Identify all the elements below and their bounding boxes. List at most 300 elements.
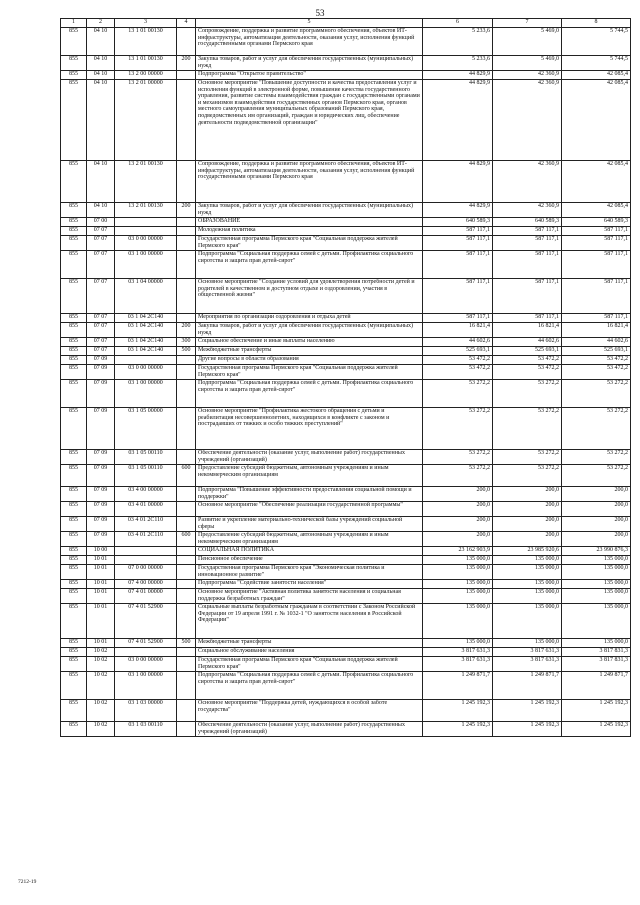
admin-code-cell: 855	[61, 547, 87, 556]
description-cell: Социальные выплаты безработным гражданам в соответствии с Законом Российской Федерации от 19 апреля 1991 г. № 1032-1 "О занятости населения в Российской Федерации"	[196, 604, 423, 639]
description-cell: Пенсионное обеспечение	[196, 556, 423, 565]
amount-2021-cell: 640 589,3	[493, 218, 562, 227]
target-article-cell: 07 4 01 00000	[115, 589, 177, 604]
section-code-cell: 10 01	[87, 580, 115, 589]
amount-2020-cell: 200,0	[423, 502, 493, 517]
section-code-cell: 04 10	[87, 203, 115, 218]
amount-2020-cell: 135 000,0	[423, 589, 493, 604]
target-article-cell: 03 1 04 00000	[115, 279, 177, 314]
description-cell: Межбюджетные трансферты	[196, 639, 423, 648]
admin-code-cell: 855	[61, 347, 87, 356]
expense-type-cell	[177, 547, 196, 556]
amount-2022-cell: 135 000,0	[562, 556, 631, 565]
amount-2021-cell: 135 000,0	[493, 604, 562, 639]
admin-code-cell: 855	[61, 700, 87, 722]
section-code-cell: 07 09	[87, 532, 115, 547]
expense-type-cell	[177, 589, 196, 604]
admin-code-cell: 855	[61, 356, 87, 365]
expense-type-cell: 500	[177, 639, 196, 648]
description-cell: Сопровождение, поддержка и развитие программного обеспечения, объектов ИТ-инфраструктуры, автоматизация деятельности, оказания услуг, исполнения функций государственными органами Пермского края	[196, 161, 423, 203]
amount-2021-cell: 5 469,0	[493, 28, 562, 56]
expense-type-cell	[177, 604, 196, 639]
amount-2022-cell: 44 602,6	[562, 338, 631, 347]
amount-2020-cell: 16 821,4	[423, 323, 493, 338]
expense-type-cell	[177, 236, 196, 251]
column-header: 1	[61, 19, 87, 28]
description-cell: Подпрограмма "Социальная поддержка семей с детьми. Профилактика социального сиротства и защита прав детей-сирот"	[196, 672, 423, 700]
admin-code-cell: 855	[61, 657, 87, 672]
admin-code-cell: 855	[61, 323, 87, 338]
target-article-cell: 07 4 01 52900	[115, 639, 177, 648]
amount-2021-cell: 200,0	[493, 517, 562, 532]
table-row	[61, 227, 631, 236]
section-code-cell: 10 01	[87, 565, 115, 580]
expense-type-cell: 300	[177, 338, 196, 347]
target-article-cell	[115, 356, 177, 365]
target-article-cell: 03 1 05 00110	[115, 450, 177, 465]
amount-2022-cell: 16 821,4	[562, 323, 631, 338]
section-code-cell: 07 07	[87, 347, 115, 356]
description-cell: Сопровождение, поддержка и развитие программного обеспечения, объектов ИТ-инфраструктуры, автоматизация деятельности, оказания услуг, исполнения функций государственными органами Пермского края	[196, 28, 423, 56]
table-row	[61, 502, 631, 517]
amount-2021-cell: 42 360,9	[493, 203, 562, 218]
admin-code-cell: 855	[61, 465, 87, 487]
amount-2020-cell: 53 272,2	[423, 408, 493, 450]
section-code-cell: 07 09	[87, 356, 115, 365]
amount-2020-cell: 1 249 871,7	[423, 672, 493, 700]
amount-2020-cell: 44 829,9	[423, 80, 493, 161]
amount-2020-cell: 587 117,1	[423, 251, 493, 279]
admin-code-cell: 855	[61, 502, 87, 517]
amount-2020-cell: 135 000,0	[423, 565, 493, 580]
column-header: 2	[87, 19, 115, 28]
description-cell: Подпрограмма "Социальная поддержка семей с детьми. Профилактика социального сиротства и защита прав детей-сирот"	[196, 380, 423, 408]
table-row	[61, 236, 631, 251]
expense-type-cell	[177, 565, 196, 580]
amount-2022-cell: 525 693,1	[562, 347, 631, 356]
table-row	[61, 71, 631, 80]
description-cell: Закупка товаров, работ и услуг для обеспечения государственных (муниципальных) нужд	[196, 56, 423, 71]
column-header: 4	[177, 19, 196, 28]
expense-type-cell	[177, 450, 196, 465]
amount-2020-cell: 44 829,9	[423, 71, 493, 80]
admin-code-cell: 855	[61, 28, 87, 56]
admin-code-cell: 855	[61, 589, 87, 604]
target-article-cell	[115, 218, 177, 227]
target-article-cell: 03 4 01 00000	[115, 502, 177, 517]
amount-2022-cell: 42 085,4	[562, 161, 631, 203]
amount-2020-cell: 587 117,1	[423, 279, 493, 314]
amount-2021-cell: 42 360,9	[493, 80, 562, 161]
admin-code-cell: 855	[61, 639, 87, 648]
target-article-cell	[115, 547, 177, 556]
table-row	[61, 565, 631, 580]
amount-2022-cell: 3 817 831,3	[562, 657, 631, 672]
description-cell: Молодежная политика	[196, 227, 423, 236]
admin-code-cell: 855	[61, 314, 87, 323]
amount-2020-cell: 53 272,2	[423, 450, 493, 465]
expense-type-cell	[177, 218, 196, 227]
target-article-cell	[115, 227, 177, 236]
description-cell: Государственная программа Пермского края "Социальная поддержка жителей Пермского края"	[196, 657, 423, 672]
column-header: 6	[423, 19, 493, 28]
description-cell: Основное мероприятие "Создание условий для удовлетворения потребности детей и родителей в качественном и доступном отдыхе и оздоровлении, участия в общественной жизни"	[196, 279, 423, 314]
admin-code-cell: 855	[61, 580, 87, 589]
table-row	[61, 314, 631, 323]
amount-2022-cell: 42 085,4	[562, 71, 631, 80]
table-row	[61, 547, 631, 556]
description-cell: Государственная программа Пермского края "Социальная поддержка жителей Пермского края"	[196, 365, 423, 380]
amount-2020-cell: 200,0	[423, 487, 493, 502]
amount-2021-cell: 16 821,4	[493, 323, 562, 338]
description-cell: Предоставление субсидий бюджетным, автономным учреждениям и иным некоммерческим организациям	[196, 532, 423, 547]
description-cell: Обеспечение деятельности (оказание услуг, выполнение работ) государственных учреждений (организаций)	[196, 722, 423, 737]
amount-2021-cell: 53 472,2	[493, 356, 562, 365]
amount-2020-cell: 135 000,0	[423, 604, 493, 639]
admin-code-cell: 855	[61, 56, 87, 71]
description-cell: СОЦИАЛЬНАЯ ПОЛИТИКА	[196, 547, 423, 556]
target-article-cell: 03 4 01 2С110	[115, 517, 177, 532]
table-row	[61, 323, 631, 338]
table-row	[61, 487, 631, 502]
description-cell: Закупка товаров, работ и услуг для обеспечения государственных (муниципальных) нужд	[196, 323, 423, 338]
section-code-cell: 04 10	[87, 71, 115, 80]
amount-2022-cell: 1 245 192,3	[562, 722, 631, 737]
target-article-cell: 03 1 05 00110	[115, 465, 177, 487]
table-row	[61, 556, 631, 565]
description-cell: Основное мероприятие "Поддержка детей, нуждающихся в особой заботе государства"	[196, 700, 423, 722]
section-code-cell: 07 07	[87, 236, 115, 251]
section-code-cell: 07 07	[87, 338, 115, 347]
amount-2022-cell: 587 117,1	[562, 314, 631, 323]
admin-code-cell: 855	[61, 365, 87, 380]
amount-2022-cell: 53 272,2	[562, 450, 631, 465]
amount-2021-cell: 1 245 192,3	[493, 722, 562, 737]
amount-2022-cell: 640 589,3	[562, 218, 631, 227]
table-row	[61, 380, 631, 408]
table-row	[61, 356, 631, 365]
column-header: 8	[562, 19, 631, 28]
section-code-cell: 07 09	[87, 450, 115, 465]
expense-type-cell	[177, 380, 196, 408]
target-article-cell: 07 4 00 00000	[115, 580, 177, 589]
description-cell: Межбюджетные трансферты	[196, 347, 423, 356]
table-row	[61, 580, 631, 589]
target-article-cell: 03 0 00 00000	[115, 365, 177, 380]
table-row	[61, 672, 631, 700]
description-cell: Подпрограмма "Социальная поддержка семей с детьми. Профилактика социального сиротства и защита прав детей-сирот"	[196, 251, 423, 279]
expense-type-cell: 500	[177, 347, 196, 356]
description-cell: Социальное обеспечение и иные выплаты населению	[196, 338, 423, 347]
amount-2020-cell: 1 245 192,3	[423, 722, 493, 737]
amount-2020-cell: 1 245 192,3	[423, 700, 493, 722]
amount-2020-cell: 200,0	[423, 517, 493, 532]
expense-type-cell	[177, 672, 196, 700]
amount-2020-cell: 3 817 631,3	[423, 657, 493, 672]
description-cell: Другие вопросы в области образования	[196, 356, 423, 365]
amount-2022-cell: 587 117,1	[562, 227, 631, 236]
expense-type-cell: 200	[177, 56, 196, 71]
expense-type-cell	[177, 71, 196, 80]
table-body	[61, 28, 631, 737]
description-cell: Основное мероприятие "Профилактика жестокого обращения с детьми и реабилитация несовершеннолетних, находящихся в конфликте с законом и пострадавших от тяжких и особо тяжких преступлений"	[196, 408, 423, 450]
amount-2022-cell: 135 000,0	[562, 565, 631, 580]
amount-2021-cell: 44 602,6	[493, 338, 562, 347]
admin-code-cell: 855	[61, 251, 87, 279]
expense-type-cell	[177, 556, 196, 565]
amount-2021-cell: 525 693,1	[493, 347, 562, 356]
amount-2022-cell: 200,0	[562, 517, 631, 532]
amount-2020-cell: 3 817 631,3	[423, 648, 493, 657]
section-code-cell: 07 09	[87, 487, 115, 502]
admin-code-cell: 855	[61, 604, 87, 639]
description-cell: Основное мероприятие "Обеспечение реализации государственной программы"	[196, 502, 423, 517]
table-row	[61, 408, 631, 450]
amount-2022-cell: 200,0	[562, 487, 631, 502]
amount-2020-cell: 53 272,2	[423, 465, 493, 487]
column-header-row	[61, 19, 631, 28]
amount-2020-cell: 587 117,1	[423, 236, 493, 251]
table-row	[61, 28, 631, 56]
target-article-cell	[115, 556, 177, 565]
amount-2020-cell: 44 829,9	[423, 203, 493, 218]
amount-2021-cell: 587 117,1	[493, 314, 562, 323]
expense-type-cell	[177, 28, 196, 56]
section-code-cell: 10 01	[87, 589, 115, 604]
amount-2022-cell: 53 272,2	[562, 380, 631, 408]
amount-2021-cell: 200,0	[493, 487, 562, 502]
description-cell: Основное мероприятие "Активная политика занятости населения и социальная поддержка безработных граждан"	[196, 589, 423, 604]
section-code-cell: 10 02	[87, 700, 115, 722]
expense-type-cell	[177, 314, 196, 323]
expense-type-cell: 600	[177, 532, 196, 547]
description-cell: Развитие и укрепление материально-технической базы учреждений социальной сферы	[196, 517, 423, 532]
amount-2022-cell: 587 117,1	[562, 236, 631, 251]
amount-2022-cell: 200,0	[562, 502, 631, 517]
description-cell: Обеспечение деятельности (оказание услуг, выполнение работ) государственных учреждений (организаций)	[196, 450, 423, 465]
amount-2020-cell: 44 602,6	[423, 338, 493, 347]
admin-code-cell: 855	[61, 80, 87, 161]
admin-code-cell: 855	[61, 556, 87, 565]
table-row	[61, 56, 631, 71]
expense-type-cell: 600	[177, 465, 196, 487]
admin-code-cell: 855	[61, 71, 87, 80]
target-article-cell: 03 1 04 2С140	[115, 347, 177, 356]
table-row	[61, 218, 631, 227]
section-code-cell: 10 02	[87, 648, 115, 657]
admin-code-cell: 855	[61, 672, 87, 700]
table-row	[61, 161, 631, 203]
target-article-cell: 03 1 04 2С140	[115, 314, 177, 323]
expense-type-cell	[177, 657, 196, 672]
amount-2022-cell: 587 117,1	[562, 279, 631, 314]
amount-2022-cell: 1 249 871,7	[562, 672, 631, 700]
target-article-cell: 03 1 03 00110	[115, 722, 177, 737]
amount-2021-cell: 200,0	[493, 502, 562, 517]
amount-2021-cell: 53 272,2	[493, 408, 562, 450]
target-article-cell: 03 1 05 00000	[115, 408, 177, 450]
admin-code-cell: 855	[61, 236, 87, 251]
target-article-cell: 13 1 01 00130	[115, 56, 177, 71]
section-code-cell: 07 07	[87, 227, 115, 236]
target-article-cell: 03 1 03 00000	[115, 700, 177, 722]
section-code-cell: 07 07	[87, 314, 115, 323]
amount-2022-cell: 3 817 831,3	[562, 648, 631, 657]
table-row	[61, 648, 631, 657]
amount-2021-cell: 53 272,2	[493, 465, 562, 487]
amount-2022-cell: 5 744,5	[562, 56, 631, 71]
amount-2021-cell: 135 000,0	[493, 580, 562, 589]
amount-2021-cell: 587 117,1	[493, 227, 562, 236]
target-article-cell: 13 2 01 00130	[115, 203, 177, 218]
amount-2021-cell: 1 245 192,3	[493, 700, 562, 722]
amount-2021-cell: 3 817 631,3	[493, 657, 562, 672]
admin-code-cell: 855	[61, 203, 87, 218]
expense-type-cell	[177, 356, 196, 365]
column-header: 7	[493, 19, 562, 28]
amount-2022-cell: 135 000,0	[562, 589, 631, 604]
target-article-cell: 03 1 00 00000	[115, 672, 177, 700]
column-header: 5	[196, 19, 423, 28]
expense-type-cell	[177, 227, 196, 236]
table-row	[61, 465, 631, 487]
description-cell: Подпрограмма "Повышение эффективности предоставления социальной помощи и поддержки"	[196, 487, 423, 502]
amount-2022-cell: 200,0	[562, 532, 631, 547]
amount-2022-cell: 53 272,2	[562, 408, 631, 450]
expense-type-cell	[177, 502, 196, 517]
amount-2020-cell: 640 589,3	[423, 218, 493, 227]
section-code-cell: 10 02	[87, 722, 115, 737]
table-row	[61, 700, 631, 722]
amount-2022-cell: 587 117,1	[562, 251, 631, 279]
target-article-cell: 03 1 04 2С140	[115, 338, 177, 347]
expense-type-cell	[177, 251, 196, 279]
admin-code-cell: 855	[61, 565, 87, 580]
section-code-cell: 04 10	[87, 56, 115, 71]
table-row	[61, 279, 631, 314]
admin-code-cell: 855	[61, 532, 87, 547]
expense-type-cell	[177, 408, 196, 450]
footer-code: 7212-19	[18, 879, 37, 885]
target-article-cell: 03 0 00 00000	[115, 657, 177, 672]
amount-2021-cell: 1 249 871,7	[493, 672, 562, 700]
section-code-cell: 10 02	[87, 657, 115, 672]
section-code-cell: 10 02	[87, 672, 115, 700]
amount-2020-cell: 587 117,1	[423, 227, 493, 236]
table-row	[61, 604, 631, 639]
table-row	[61, 365, 631, 380]
expense-type-cell	[177, 365, 196, 380]
target-article-cell: 13 2 00 00000	[115, 71, 177, 80]
section-code-cell: 07 07	[87, 279, 115, 314]
expense-type-cell	[177, 648, 196, 657]
budget-table	[60, 18, 631, 737]
table-row	[61, 347, 631, 356]
admin-code-cell: 855	[61, 517, 87, 532]
table-row	[61, 639, 631, 648]
admin-code-cell: 855	[61, 487, 87, 502]
amount-2020-cell: 53 272,2	[423, 380, 493, 408]
section-code-cell: 07 09	[87, 465, 115, 487]
expense-type-cell	[177, 279, 196, 314]
amount-2020-cell: 200,0	[423, 532, 493, 547]
section-code-cell: 04 10	[87, 28, 115, 56]
target-article-cell: 13 2 01 00130	[115, 161, 177, 203]
amount-2022-cell: 5 744,5	[562, 28, 631, 56]
admin-code-cell: 855	[61, 218, 87, 227]
section-code-cell: 07 00	[87, 218, 115, 227]
admin-code-cell: 855	[61, 648, 87, 657]
target-article-cell: 13 2 01 00000	[115, 80, 177, 161]
amount-2022-cell: 42 085,4	[562, 80, 631, 161]
section-code-cell: 07 09	[87, 380, 115, 408]
amount-2020-cell: 44 829,9	[423, 161, 493, 203]
description-cell: Подпрограмма "Содействие занятости населения"	[196, 580, 423, 589]
section-code-cell: 07 09	[87, 365, 115, 380]
target-article-cell: 03 4 00 00000	[115, 487, 177, 502]
section-code-cell: 10 01	[87, 556, 115, 565]
expense-type-cell	[177, 487, 196, 502]
amount-2020-cell: 5 233,6	[423, 28, 493, 56]
section-code-cell: 10 01	[87, 639, 115, 648]
amount-2022-cell: 53 472,2	[562, 356, 631, 365]
section-code-cell: 07 07	[87, 323, 115, 338]
target-article-cell: 03 0 00 00000	[115, 236, 177, 251]
section-code-cell: 04 10	[87, 161, 115, 203]
amount-2021-cell: 135 000,0	[493, 556, 562, 565]
amount-2021-cell: 42 360,9	[493, 161, 562, 203]
amount-2020-cell: 587 117,1	[423, 314, 493, 323]
table-row	[61, 450, 631, 465]
description-cell: ОБРАЗОВАНИЕ	[196, 218, 423, 227]
expense-type-cell: 200	[177, 323, 196, 338]
expense-type-cell	[177, 580, 196, 589]
amount-2020-cell: 53 472,2	[423, 356, 493, 365]
section-code-cell: 10 01	[87, 604, 115, 639]
expense-type-cell	[177, 80, 196, 161]
description-cell: Предоставление субсидий бюджетным, автономным учреждениям и иным некоммерческим организациям	[196, 465, 423, 487]
table-row	[61, 203, 631, 218]
amount-2021-cell: 53 272,2	[493, 380, 562, 408]
amount-2021-cell: 135 000,0	[493, 589, 562, 604]
section-code-cell: 07 09	[87, 517, 115, 532]
amount-2021-cell: 587 117,1	[493, 236, 562, 251]
amount-2020-cell: 23 162 903,9	[423, 547, 493, 556]
target-article-cell: 07 4 01 52900	[115, 604, 177, 639]
description-cell: Государственная программа Пермского края "Социальная поддержка жителей Пермского края"	[196, 236, 423, 251]
amount-2021-cell: 23 985 920,6	[493, 547, 562, 556]
amount-2022-cell: 135 000,0	[562, 639, 631, 648]
amount-2021-cell: 135 000,0	[493, 565, 562, 580]
description-cell: Мероприятия по организации оздоровления и отдыха детей	[196, 314, 423, 323]
expense-type-cell: 200	[177, 203, 196, 218]
table-row	[61, 589, 631, 604]
amount-2021-cell: 3 817 631,3	[493, 648, 562, 657]
column-header: 3	[115, 19, 177, 28]
admin-code-cell: 855	[61, 279, 87, 314]
amount-2022-cell: 53 272,2	[562, 465, 631, 487]
amount-2022-cell: 53 472,2	[562, 365, 631, 380]
amount-2020-cell: 135 000,0	[423, 580, 493, 589]
target-article-cell	[115, 648, 177, 657]
amount-2020-cell: 525 693,1	[423, 347, 493, 356]
expense-type-cell	[177, 161, 196, 203]
admin-code-cell: 855	[61, 450, 87, 465]
table-row	[61, 517, 631, 532]
section-code-cell: 07 09	[87, 502, 115, 517]
amount-2020-cell: 53 472,2	[423, 365, 493, 380]
amount-2021-cell: 587 117,1	[493, 251, 562, 279]
